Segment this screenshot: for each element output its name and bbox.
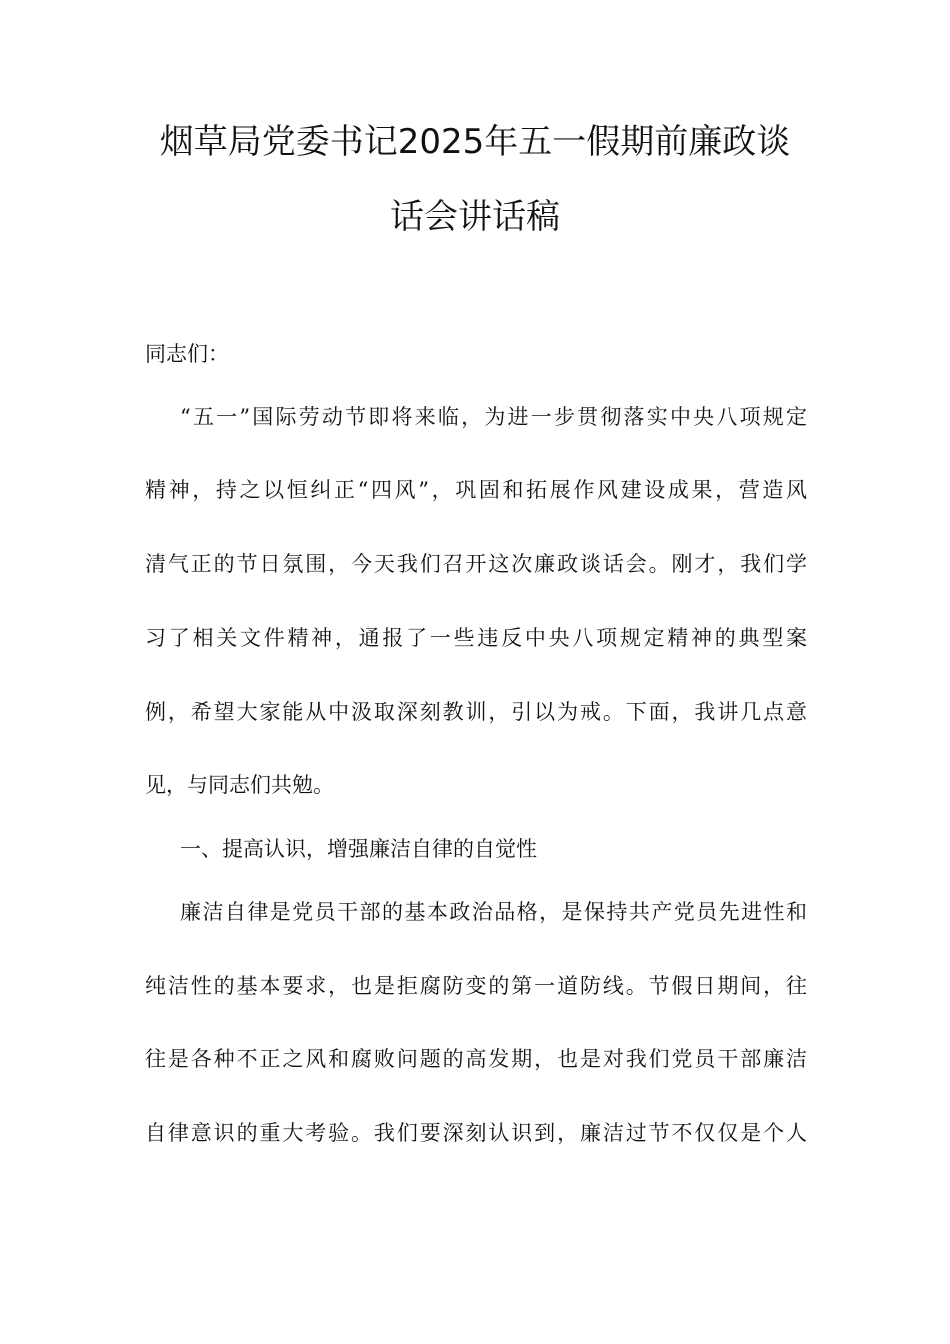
section-paragraph-line-4: 自律意识的重大考验。我们要深刻认识到，廉洁过节不仅仅是个人: [145, 1121, 807, 1145]
section-paragraph-line-3: 往是各种不正之风和腐败问题的高发期，也是对我们党员干部廉洁: [145, 1047, 807, 1071]
paragraph-1-line-5: 例，希望大家能从中汲取深刻教训，引以为戒。下面，我讲几点意: [145, 700, 807, 724]
section-heading-1: 一、提高认识，增强廉洁自律的自觉性: [180, 837, 537, 861]
paragraph-1-line-1: “五一”国际劳动节即将来临，为进一步贯彻落实中央八项规定: [180, 405, 807, 429]
paragraph-1-line-6: 见，与同志们共勉。: [145, 773, 334, 797]
paragraph-1-line-4: 习了相关文件精神，通报了一些违反中央八项规定精神的典型案: [145, 626, 807, 650]
paragraph-1-line-3: 清气正的节日氛围，今天我们召开这次廉政谈话会。刚才，我们学: [145, 552, 807, 576]
paragraph-1-line-2: 精神，持之以恒纠正“四风”，巩固和拓展作风建设成果，营造风: [145, 478, 807, 502]
document-title-line-1: 烟草局党委书记2025年五一假期前廉政谈: [159, 122, 791, 162]
salutation: 同志们：: [145, 342, 229, 366]
section-paragraph-line-2: 纯洁性的基本要求，也是拒腐防变的第一道防线。节假日期间，往: [145, 974, 807, 998]
document-title-line-2: 话会讲话稿: [390, 197, 560, 237]
section-paragraph-line-1: 廉洁自律是党员干部的基本政治品格，是保持共产党员先进性和: [180, 900, 807, 924]
